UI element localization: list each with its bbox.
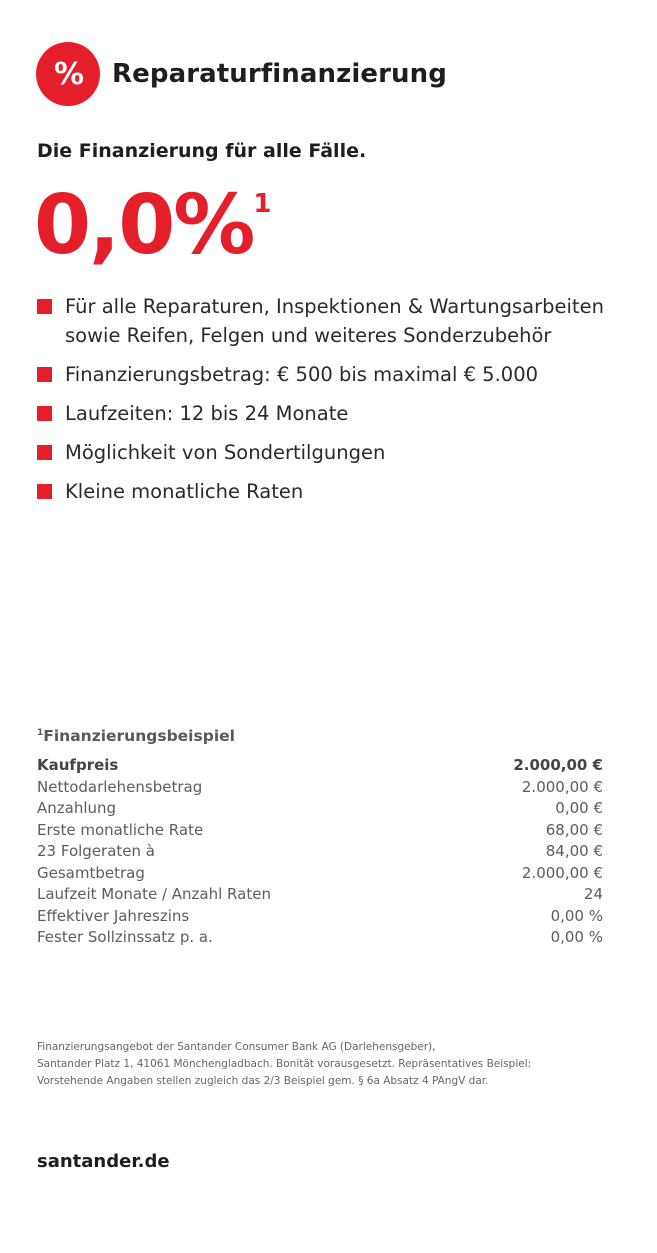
financing-example (37, 727, 603, 949)
list-item-text: Kleine monatliche Raten (65, 480, 304, 503)
row-label: 23 Folgeraten à (37, 842, 155, 860)
row-value: 24 (583, 885, 603, 903)
table-row (37, 755, 603, 777)
footnote-mark: 1 (37, 727, 44, 738)
table-row (37, 863, 603, 885)
financing-example-heading: Finanzierungsbeispiel (43, 727, 235, 745)
row-value: 2.000,00 € (521, 777, 603, 796)
row-label: Erste monatliche Rate (37, 820, 204, 839)
list-item (37, 360, 617, 389)
table-row (37, 798, 603, 820)
row-value: 2.000,00 € (521, 863, 603, 882)
footnote-mark: 1 (253, 189, 272, 219)
row-label: Effektiver Jahreszins (37, 906, 190, 925)
list-item-text: Finanzierungsbetrag: € 500 bis maximal € 5.000 (65, 363, 539, 386)
page-title: Reparaturfinanzierung (112, 59, 447, 89)
row-value: 0,00 % (550, 928, 603, 946)
table-row (37, 906, 603, 928)
list-item-text: Für alle Reparaturen, Inspektionen & Wartungsarbeiten sowie Reifen, Felgen und weiteres Sonderzubehör (65, 295, 604, 347)
row-value: 84,00 € (545, 842, 603, 860)
row-label: Fester Sollzinssatz p. a. (37, 928, 213, 946)
square-bullet-icon (37, 299, 52, 314)
table-row (37, 841, 603, 863)
row-label: Anzahlung (37, 799, 117, 817)
percent-wrench-logo-icon: % (36, 42, 100, 106)
row-label: Kaufpreis (37, 756, 119, 774)
table-row (37, 820, 603, 842)
list-item-text: Möglichkeit von Sondertilgungen (65, 441, 386, 464)
table-row (37, 884, 603, 906)
row-value: 68,00 € (545, 820, 603, 839)
feature-list (37, 292, 617, 516)
list-item (37, 477, 617, 506)
square-bullet-icon (37, 367, 52, 382)
interest-rate-headline (34, 178, 272, 273)
square-bullet-icon (37, 445, 52, 460)
square-bullet-icon (37, 406, 52, 421)
list-item (37, 292, 617, 350)
row-value: 0,00 € (555, 799, 603, 817)
table-row (37, 927, 603, 949)
row-value: 2.000,00 € (513, 756, 603, 774)
table-row (37, 777, 603, 799)
financing-example-title (37, 727, 603, 745)
subtitle: Die Finanzierung für alle Fälle. (37, 140, 367, 162)
list-item (37, 438, 617, 467)
row-label: Nettodarlehensbetrag (37, 777, 203, 796)
row-label: Gesamtbetrag (37, 863, 145, 882)
legal-line: Finanzierungsangebot der Santander Consumer Bank AG (Darlehensgeber), (37, 1041, 436, 1053)
website-url: santander.de (37, 1151, 170, 1172)
interest-rate-value: 0,0% (34, 178, 254, 273)
header (36, 42, 447, 106)
row-value: 0,00 % (550, 906, 603, 925)
square-bullet-icon (37, 484, 52, 499)
legal-line: Vorstehende Angaben stellen zugleich das 2/3 Beispiel gem. § 6a Absatz 4 PAngV dar. (37, 1075, 489, 1087)
legal-disclaimer (37, 1039, 627, 1090)
list-item-text: Laufzeiten: 12 bis 24 Monate (65, 402, 349, 425)
row-label: Laufzeit Monate / Anzahl Raten (37, 885, 271, 903)
list-item (37, 399, 617, 428)
legal-line: Santander Platz 1, 41061 Mönchengladbach. Bonität vorausgesetzt. Repräsentatives Beispiel: (37, 1058, 532, 1070)
